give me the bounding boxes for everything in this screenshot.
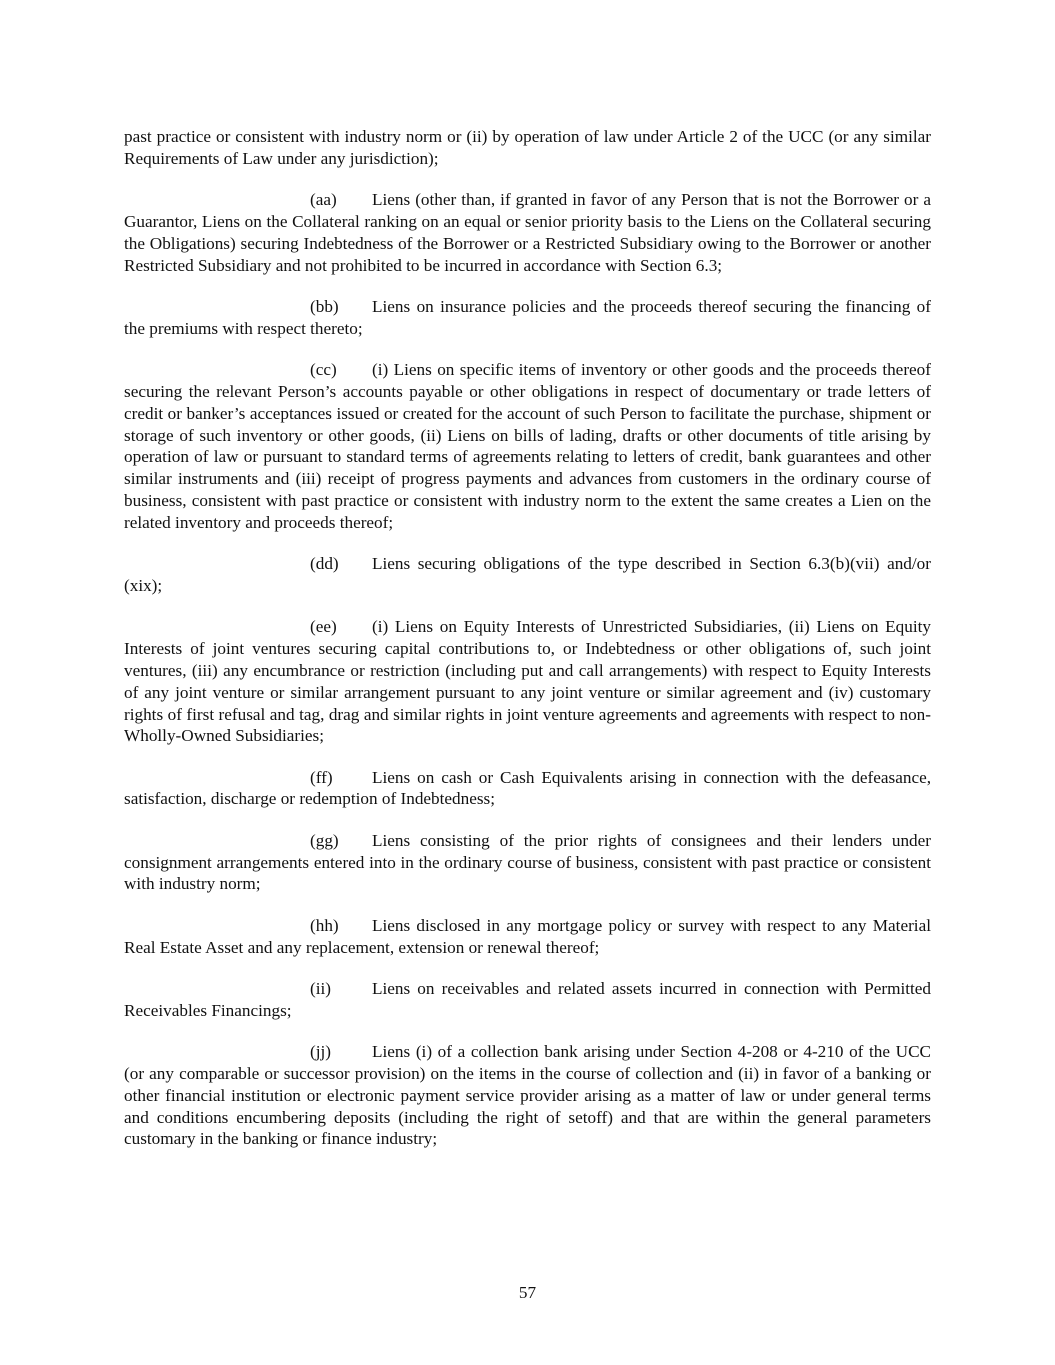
clause-label: (hh): [310, 915, 339, 935]
clause-hh: [124, 915, 931, 959]
clause-cc: [124, 359, 931, 533]
clause-label: (aa): [310, 190, 337, 210]
clause-label: (bb): [310, 296, 339, 316]
clause-text: Liens disclosed in any mortgage policy or survey with respect to any Material Real Estate Asset and any replacement, extension or renewal thereof;: [124, 915, 931, 957]
clause-label: (ff): [310, 767, 333, 787]
clause-label: (jj): [310, 1042, 331, 1062]
clause-text: (i) Liens on specific items of inventory or other goods and the proceeds thereof securing the relevant Person’s accounts payable or other obligations in respect of documentary or trade letters of credit or banker’s acceptances issued or created for the account of such Person to facilitate the purchase, shipment or storage of such inventory or other goods, (ii) Liens on bills of lading, drafts or other documents of title arising by operation of law or pursuant to standard terms of agreements relating to letters of credit, bank guarantees and other similar instruments and (iii) receipt of progress payments and advances from customers in the ordinary course of business, consistent with past practice or consistent with industry norm to the extent the same creates a Lien on the related inventory and proceeds thereof;: [124, 360, 931, 532]
clause-text: Liens on insurance policies and the proceeds thereof securing the financing of the premiums with respect thereto;: [124, 296, 931, 338]
clause-text: Liens on receivables and related assets incurred in connection with Permitted Receivables Financings;: [124, 979, 931, 1020]
clause-label: (ee): [310, 617, 337, 637]
clause-text: Liens (i) of a collection bank arising under Section 4-208 or 4-210 of the UCC (or any comparable or successor provision) on the items in the course of collection and (ii) in favor of a banking or other financial institution or electronic payment service provider arising as a matter of law or under general terms and conditions encumbering deposits (including the right of setoff) and that are within the general parameters customary in the banking or finance industry;: [124, 1042, 931, 1149]
document-body: [124, 126, 931, 1170]
clause-ee: [124, 616, 931, 747]
clause-bb: [124, 296, 931, 340]
clause-label: (ii): [310, 979, 331, 999]
clause-aa: [124, 189, 931, 276]
clause-text: Liens securing obligations of the type described in Section 6.3(b)(vii) and/or (xix);: [124, 554, 931, 595]
clause-text: Liens on cash or Cash Equivalents arising in connection with the defeasance, satisfaction, discharge or redemption of Indebtedness;: [124, 767, 931, 809]
clause-ii: [124, 978, 931, 1022]
clause-label: (cc): [310, 360, 337, 380]
continuation-paragraph: past practice or consistent with industry norm or (ii) by operation of law under Article 2 of the UCC (or any similar Requirements of Law under any jurisdiction);: [124, 127, 931, 168]
clause-ff: [124, 767, 931, 811]
clause-text: Liens consisting of the prior rights of consignees and their lenders under consignment arrangements entered into in the ordinary course of business, consistent with past practice or consistent with industry norm;: [124, 830, 931, 894]
clause-text: (i) Liens on Equity Interests of Unrestricted Subsidiaries, (ii) Liens on Equity Interests of joint ventures securing capital contributions to, or Indebtedness or other obligations of, such joint ventures, (iii) any encumbrance or restriction (including put and call arrangements) with respect to Equity Interests of any joint venture or similar arrangement pursuant to any joint venture or similar agreement and (iv) customary rights of first refusal and tag, drag and similar rights in joint venture agreements and agreements with respect to non-Wholly-Owned Subsidiaries;: [124, 617, 931, 746]
clause-label: (gg): [310, 830, 339, 850]
page-number: 57: [518, 1283, 537, 1302]
clause-dd: [124, 553, 931, 597]
clause-gg: [124, 830, 931, 895]
clause-jj: [124, 1041, 931, 1150]
clause-label: (dd): [310, 554, 339, 574]
clause-text: Liens (other than, if granted in favor of any Person that is not the Borrower or a Guarantor, Liens on the Collateral ranking on an equal or senior priority basis to the Liens on the Collateral securing the Obligations) securing Indebtedness of the Borrower or a Restricted Subsidiary owing to the Borrower or another Restricted Subsidiary and not prohibited to be incurred in accordance with Section 6.3;: [124, 190, 931, 275]
